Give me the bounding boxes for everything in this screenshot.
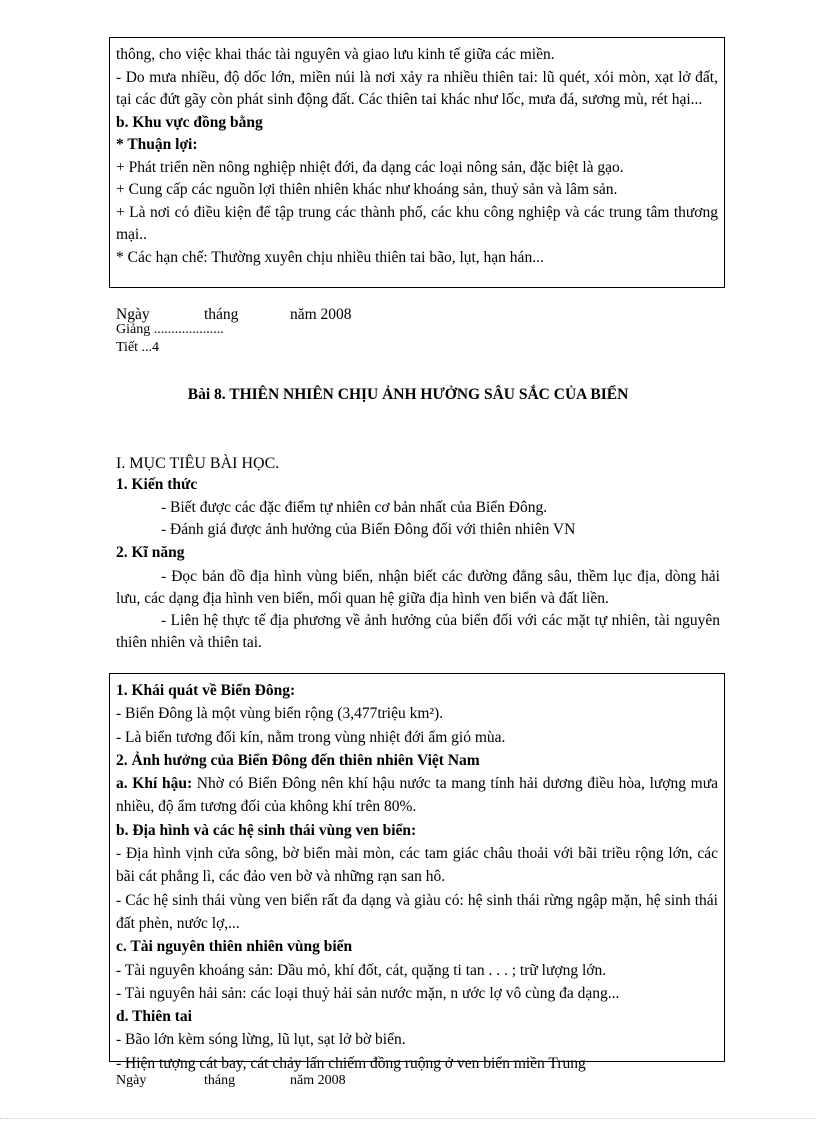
resource-item: - Tài nguyên hải sản: các loại thuỷ hải sản nước mặn, n ước lợ vô cùng đa dạng... (116, 984, 620, 1002)
knowledge-item: - Đánh giá được ảnh hưởng của Biển Đông đối với thiên nhiên VN (161, 521, 576, 538)
date-day: Ngày (116, 1073, 147, 1088)
terrain-heading: b. Địa hình và các hệ sinh thái vùng ven biển: (116, 821, 417, 839)
teaching-day: Giảng .................... (116, 322, 224, 337)
date-day: Ngày (116, 306, 150, 323)
date-month: tháng (204, 306, 239, 323)
limitation-line: * Các hạn chế: Thường xuyên chịu nhiều thiên tai bão, lụt, hạn hán... (116, 248, 544, 266)
box1-line: thông, cho việc khai thác tài nguyên và giao lưu kinh tế giữa các miền. (116, 46, 555, 63)
advantage-item: + Cung cấp các nguồn lợi thiên nhiên khác như khoáng sản, thuỷ sản và lâm sản. (116, 181, 618, 198)
disaster-item: - Hiện tượng cát bay, cát chảy lấn chiếm đồng ruộng ở ven biển miền Trung (116, 1054, 586, 1072)
skills-item: - Liên hệ thực tế địa phương về ảnh hưởng của biển đối với các mặt tự nhiên, tài nguyên thiên nhiên và thiên tai. (116, 612, 720, 651)
knowledge-heading: 1. Kiến thức (116, 476, 198, 493)
plains-heading: b. Khu vực đồng bằng (116, 113, 263, 131)
box1-paragraph: - Do mưa nhiều, độ dốc lớn, miền núi là nơi xảy ra nhiều thiên tai: lũ quét, xói mòn, xạt lở đất, tại các đứt gãy còn phát sinh động đất. Các thiên tai khác như lốc, mưa đá, sương mù, rét hại... (116, 68, 718, 108)
advantage-item: + Phát triển nền nông nghiệp nhiệt đới, đa dạng các loại nông sản, đặc biệt là gạo. (116, 158, 624, 176)
skills-heading: 2. Kĩ năng (116, 544, 185, 561)
resource-item: - Tài nguyên khoáng sản: Dầu mỏ, khí đốt, cát, quặng ti tan . . . ; trữ lượng lớn. (116, 961, 607, 979)
continuation-box (109, 37, 725, 288)
advantage-item: + Là nơi có điều kiện để tập trung các thành phố, các khu công nghiệp và các trung tâm thương mại.. (116, 203, 718, 243)
period-number: Tiết ...4 (116, 340, 160, 355)
terrain-item: - Các hệ sinh thái vùng ven biển rất đa dạng và giàu có: hệ sinh thái rừng ngập mặn, hệ sinh thái đất phèn, nước lợ,... (116, 891, 718, 932)
influence-heading: 2. Ảnh hưởng của Biển Đông đến thiên nhiên Việt Nam (116, 751, 480, 769)
skills-item: - Đọc bản đồ địa hình vùng biển, nhận biết các đường đẳng sâu, thềm lục địa, dòng hải lưu, các dạng địa hình ven biển, mối quan hệ giữa địa hình ven biển và đất liền. (116, 568, 720, 607)
overview-item: - Là biển tương đối kín, nằm trong vùng nhiệt đới ẩm gió mùa. (116, 728, 506, 746)
overview-item: - Biển Đông là một vùng biển rộng (3,477triệu km²). (116, 705, 444, 723)
content-box (109, 673, 725, 1072)
lesson-title: Bài 8. THIÊN NHIÊN CHỊU ẢNH HƯỞNG SÂU SẮC CỦA BIỂN (187, 386, 629, 403)
climate-label: a. Khí hậu: (116, 775, 193, 793)
date-month: tháng (204, 1073, 236, 1088)
advantages-label: * Thuận lợi: (116, 136, 198, 153)
disasters-heading: d. Thiên tai (116, 1008, 192, 1026)
objectives-heading: I. MỤC TIÊU BÀI HỌC. (116, 455, 280, 472)
overview-heading: 1. Khái quát về Biển Đông: (116, 682, 296, 699)
date-year: năm 2008 (290, 306, 352, 323)
date-year: năm 2008 (290, 1073, 346, 1088)
climate-paragraph (116, 772, 718, 819)
terrain-item: - Địa hình vịnh cửa sông, bờ biển mài mòn, các tam giác châu thoải với bãi triều rộng lớn, các bãi cát phẳng lì, các đảo ven bờ và những rạn san hô. (116, 845, 718, 886)
knowledge-item: - Biết được các đặc điểm tự nhiên cơ bản nhất của Biển Đông. (161, 499, 548, 516)
page-footer-divider (0, 1118, 816, 1119)
resources-heading: c. Tài nguyên thiên nhiên vùng biển (116, 938, 353, 956)
disaster-item: - Bão lớn kèm sóng lừng, lũ lụt, sạt lở bờ biển. (116, 1031, 406, 1049)
climate-text: Nhờ có Biển Đông nên khí hậu nước ta mang tính hải dương điều hòa, lượng mưa nhiều, độ ẩm tương đối của không khí trên 80%. (116, 775, 718, 816)
